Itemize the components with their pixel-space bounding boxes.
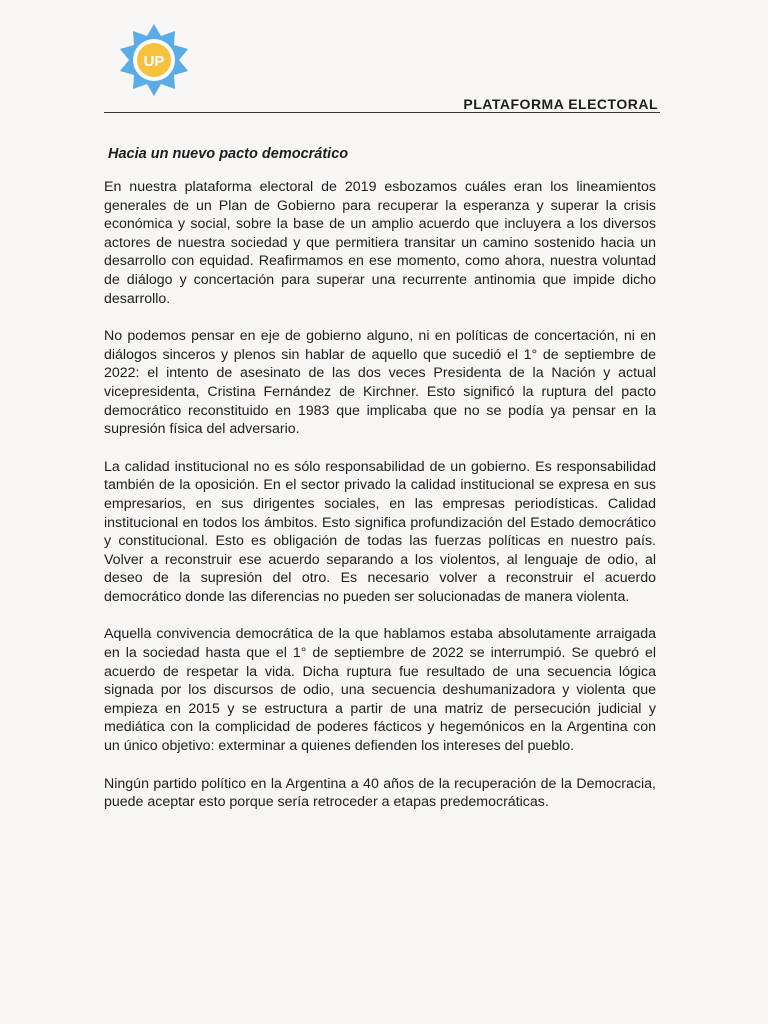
- paragraph: Aquella convivencia democrática de la que hablamos estaba absolutamente arraigada en la sociedad hasta que el 1° de septiembre de 2022 se interrumpió. Se quebró el acuerdo de respetar la vida. Dicha ruptura fue resultado de una secuencia lógica signada por los discursos de odio, una secuencia deshumanizadora y violenta que empieza en 2015 y se estructura a partir de una matriz de persecución judicial y mediática con la complicidad de poderes fácticos y hegemónicos en la Argentina con un único objetivo: exterminar a quienes defienden los intereses del pueblo.: [104, 626, 656, 755]
- up-logo: [114, 22, 194, 96]
- header-divider: [104, 112, 660, 113]
- up-logo-star-icon: [114, 22, 194, 96]
- header-title: PLATAFORMA ELECTORAL: [463, 96, 658, 112]
- paragraph: No podemos pensar en eje de gobierno alguno, ni en políticas de concertación, ni en diálogos sinceros y plenos sin hablar de aquello que sucedió el 1° de septiembre de 2022: el intento de asesinato de las dos veces Presidenta de la Nación y actual vicepresidenta, Cristina Fernández de Kirchner. Esto significó la ruptura del pacto democrático reconstituido en 1983 que implicaba que no se podía ya pensar en la supresión física del adversario.: [104, 328, 656, 438]
- logo-text: UP: [143, 53, 165, 70]
- section-title: Hacia un nuevo pacto democrático: [108, 146, 349, 162]
- paragraph: La calidad institucional no es sólo responsabilidad de un gobierno. Es responsabilidad también de la oposición. En el sector privado la calidad institucional se expresa en sus empresarios, en sus dirigentes sociales, en las empresas periodísticas. Calidad institucional en todos los ámbitos. Esto significa profundización del Estado democrático y constitucional. Esto es obligación de todas las fuerzas políticas en nuestro país. Volver a reconstruir ese acuerdo separando a los violentos, al lenguaje de odio, al deseo de la supresión del otro. Es necesario volver a reconstruir el acuerdo democrático donde las diferencias no pueden ser solucionadas de manera violenta.: [104, 458, 656, 605]
- paragraph: En nuestra plataforma electoral de 2019 esbozamos cuáles eran los lineamientos generales de un Plan de Gobierno para recuperar la esperanza y superar la crisis económica y social, sobre la base de un amplio acuerdo que incluyera a los diversos actores de nuestra sociedad y que permitiera transitar un camino sostenido hacia un desarrollo con equidad. Reafirmamos en ese momento, como ahora, nuestra voluntad de diálogo y concertación para superar una recurrente antinomia que impide dicho desarrollo.: [104, 179, 656, 307]
- document-body: [104, 178, 656, 831]
- paragraph: Ningún partido político en la Argentina a 40 años de la recuperación de la Democracia, puede aceptar esto porque sería retroceder a etapas predemocráticas.: [104, 775, 656, 811]
